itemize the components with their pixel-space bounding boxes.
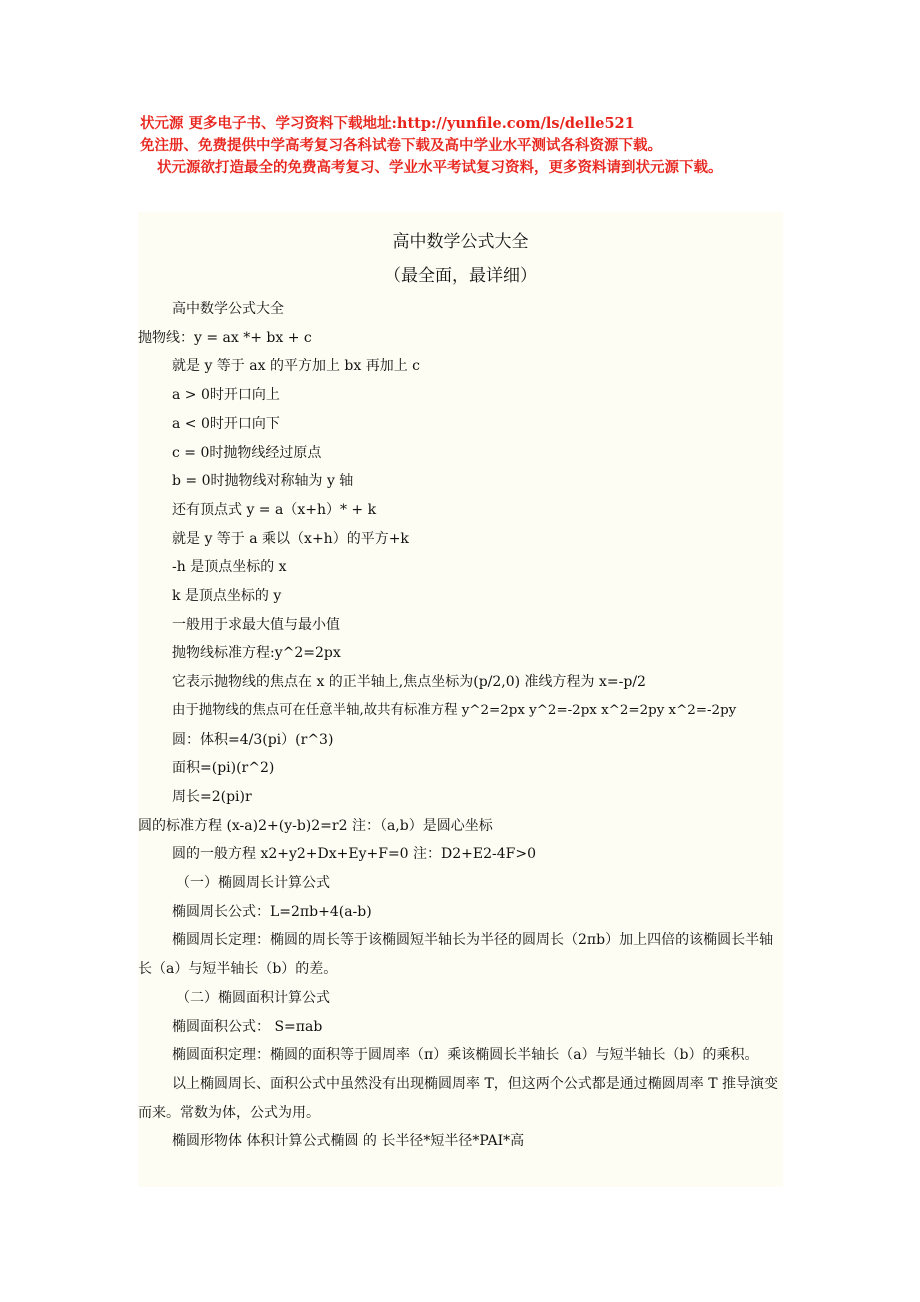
body-line: （二）椭圆面积计算公式 xyxy=(176,989,330,1006)
body-paragraph: 椭圆面积定理：椭圆的面积等于圆周率（π）乘该椭圆长半轴长（a）与短半轴长（b）的乘积。 xyxy=(172,1047,759,1064)
page-title: 高中数学公式大全 xyxy=(392,232,529,252)
body-line: 它表示抛物线的焦点在 x 的正半轴上,焦点坐标为(p/2,0) 准线方程为 x=-p/2 xyxy=(172,674,646,691)
body-line: 椭圆形物体 体积计算公式椭圆 的 长半径*短半径*PAI*高 xyxy=(172,1133,525,1150)
body-line: 一般用于求最大值与最小值 xyxy=(172,616,340,633)
body-line: 还有顶点式 y = a（x+h）* + k xyxy=(172,501,377,518)
body-line: a > 0时开口向上 xyxy=(172,387,280,404)
body-line: -h 是顶点坐标的 x xyxy=(172,559,287,576)
body-line: 就是 y 等于 ax 的平方加上 bx 再加上 c xyxy=(172,358,421,375)
body-line: 高中数学公式大全 xyxy=(172,301,284,317)
body-line: 由于抛物线的焦点可在任意半轴,故共有标准方程 y^2=2px y^2=-2px x^2=2py x^2=-2py xyxy=(172,702,737,718)
body-line: 周长=2(pi)r xyxy=(172,788,252,805)
body-line: （一）椭圆周长计算公式 xyxy=(176,875,330,892)
body-line: 抛物线：y = ax *+ bx + c xyxy=(138,329,312,346)
document-panel xyxy=(138,212,783,1187)
body-line: 圆的一般方程 x2+y2+Dx+Ey+F=0 注：D2+E2-4F>0 xyxy=(172,846,537,863)
body-line: 椭圆周长公式：L=2πb+4(a-b) xyxy=(172,903,372,920)
body-line: b = 0时抛物线对称轴为 y 轴 xyxy=(172,473,354,490)
body-line: 面积=(pi)(r^2) xyxy=(172,760,275,777)
body-line: 抛物线标准方程:y^2=2px xyxy=(172,645,341,662)
document-body xyxy=(138,295,783,1156)
notice-line-3: 状元源欲打造最全的免费高考复习、学业水平考试复习资料，更多资料请到状元源下载。 xyxy=(157,159,723,176)
download-notice-header xyxy=(140,113,840,179)
body-line: 圆的标准方程 (x-a)2+(y-b)2=r2 注：（a,b）是圆心坐标 xyxy=(138,817,493,834)
notice-line-1: 状元源 更多电子书、学习资料下载地址:http://yunfile.com/ls/delle521 xyxy=(140,115,635,132)
body-paragraph: 以上椭圆周长、面积公式中虽然没有出现椭圆周率 T，但这两个公式都是通过椭圆周率 T 推导演变而来。常数为体，公式为用。 xyxy=(138,1075,779,1121)
page-subtitle: （最全面，最详细） xyxy=(384,266,537,286)
body-line: a < 0时开口向下 xyxy=(172,415,280,432)
body-line: 椭圆面积公式： S=πab xyxy=(172,1018,323,1035)
body-line: c = 0时抛物线经过原点 xyxy=(172,444,322,461)
notice-line-2: 免注册、免费提供中学高考复习各科试卷下载及高中学业水平测试各科资源下载。 xyxy=(140,137,662,154)
body-line: 圆：体积=4/3(pi）(r^3) xyxy=(172,731,334,748)
body-line: k 是顶点坐标的 y xyxy=(172,588,282,605)
body-line: 就是 y 等于 a 乘以（x+h）的平方+k xyxy=(172,530,409,547)
body-paragraph: 椭圆周长定理：椭圆的周长等于该椭圆短半轴长为半径的圆周长（2πb）加上四倍的该椭圆长半轴长（a）与短半轴长（b）的差。 xyxy=(138,932,774,978)
